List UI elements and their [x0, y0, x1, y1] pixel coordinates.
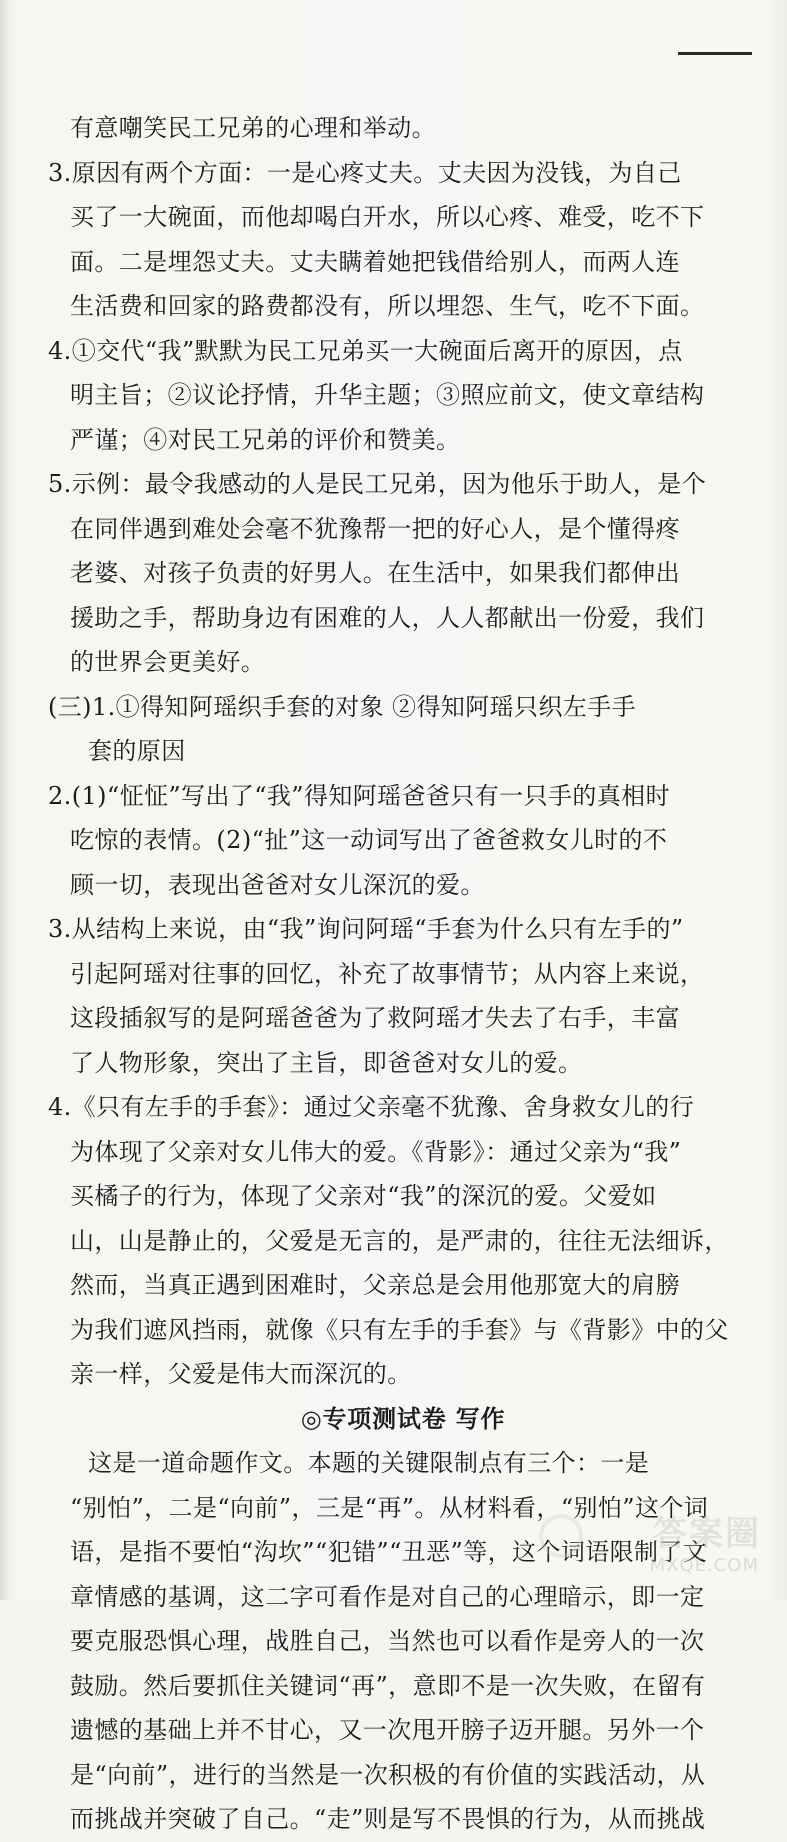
text-line-27: 然而，当真正遇到困难时，父亲总是会用他那宽大的肩膀 [70, 1271, 680, 1299]
text-line-9: 5.示例：最令我感动的人是民工兄弟，因为他乐于助人，是个 [48, 470, 707, 498]
text-line-35: 要克服恐惧心理，战胜自己，当然也可以看作是旁人的一次 [70, 1627, 705, 1655]
text-line-32: “别怕”，二是“向前”，三是“再”。从材料看，“别怕”这个词 [70, 1493, 709, 1522]
watermark-site: MXQE.COM [649, 1555, 759, 1576]
text-line-17: 吃惊的表情。(2)“扯”这一动词写出了爸爸救女儿时的不 [70, 826, 668, 854]
text-line-21: 这段插叙写的是阿瑶爸爸为了救阿瑶才失去了右手，丰富 [70, 1004, 680, 1032]
text-line-37: 遗憾的基础上并不甘心，又一次甩开膀子迈开腿。另外一个 [70, 1716, 705, 1744]
text-line-18: 顾一切，表现出爸爸对女儿深沉的爱。 [70, 870, 485, 899]
text-line-28: 为我们遮风挡雨，就像《只有左手的手套》与《背影》中的父 [70, 1315, 729, 1344]
text-line-3: 买了一大碗面，而他却喝白开水，所以心疼、难受，吃不下 [70, 203, 705, 231]
answer-content [48, 106, 738, 1842]
text-line-33: 语，是指不要怕“沟坎”“犯错”“丑恶”等，这个词语限制了文 [70, 1538, 708, 1566]
text-line-25: 买橘子的行为，体现了父亲对“我”的深沉的爱。父爱如 [70, 1182, 657, 1210]
text-line-31: 这是一道命题作文。本题的关键限制点有三个：一是 [88, 1449, 650, 1477]
text-line-7: 明主旨；②议论抒情，升华主题；③照应前文，使文章结构 [70, 381, 705, 409]
page-edge-shadow [0, 0, 10, 1600]
text-line-39: 而挑战并突破了自己。“走”则是写不畏惧的行为，从而挑战 [70, 1805, 706, 1833]
section-heading-writing: ◎专项测试卷 写作 [300, 1403, 506, 1433]
text-line-6: 4.①交代“我”默默为民工兄弟买一大碗面后离开的原因，点 [48, 336, 683, 365]
text-line-12: 援助之手，帮助身边有困难的人，人人都献出一份爱，我们 [70, 603, 705, 632]
text-line-26: 山，山是静止的，父爱是无言的，是严肃的，往往无法细诉， [70, 1226, 729, 1255]
text-line-4: 面。二是埋怨丈夫。丈夫瞒着她把钱借给别人，而两人连 [70, 247, 680, 276]
text-line-5: 生活费和回家的路费都没有，所以埋怨、生气，吃不下面。 [70, 292, 705, 320]
text-line-11: 老婆、对孩子负责的好男人。在生活中，如果我们都伸出 [70, 559, 680, 587]
text-line-15: 套的原因 [88, 737, 186, 765]
text-line-14: (三)1.①得知阿瑶织手套的对象 ②得知阿瑶只织左手手 [48, 692, 637, 721]
text-line-13: 的世界会更美好。 [70, 648, 266, 676]
text-line-24: 为体现了父亲对女儿伟大的爱。《背影》：通过父亲为“我” [70, 1137, 682, 1166]
text-line-19: 3.从结构上来说，由“我”询问阿瑶“手套为什么只有左手的” [48, 915, 684, 943]
text-line-1: 有意嘲笑民工兄弟的心理和举动。 [70, 114, 436, 142]
text-line-20: 引起阿瑶对往事的回忆，补充了故事情节；从内容上来说， [70, 959, 705, 988]
text-line-36: 鼓励。然后要抓住关键词“再”，意即不是一次失败，在留有 [70, 1671, 706, 1700]
text-line-29: 亲一样，父爱是伟大而深沉的。 [70, 1360, 412, 1388]
text-line-22: 了人物形象，突出了主旨，即爸爸对女儿的爱。 [70, 1048, 583, 1077]
text-line-16: 2.(1)“怔怔”写出了“我”得知阿瑶爸爸只有一只手的真相时 [48, 781, 670, 810]
text-line-8: 严谨；④对民工兄弟的评价和赞美。 [70, 425, 461, 454]
text-line-10: 在同伴遇到难处会毫不犹豫帮一把的好心人，是个懂得疼 [70, 514, 680, 543]
text-line-34: 章情感的基调，这二字可看作是对自己的心理暗示，即一定 [70, 1582, 705, 1611]
text-line-2: 3.原因有两个方面：一是心疼丈夫。丈夫因为没钱，为自己 [48, 158, 682, 187]
watermark-brand: 答案圈 [653, 1514, 761, 1554]
text-line-38: 是“向前”，进行的当然是一次积极的有价值的实践活动，从 [70, 1760, 706, 1789]
top-rule [678, 52, 752, 55]
text-line-23: 4.《只有左手的手套》：通过父亲毫不犹豫、舍身救女儿的行 [48, 1093, 695, 1121]
